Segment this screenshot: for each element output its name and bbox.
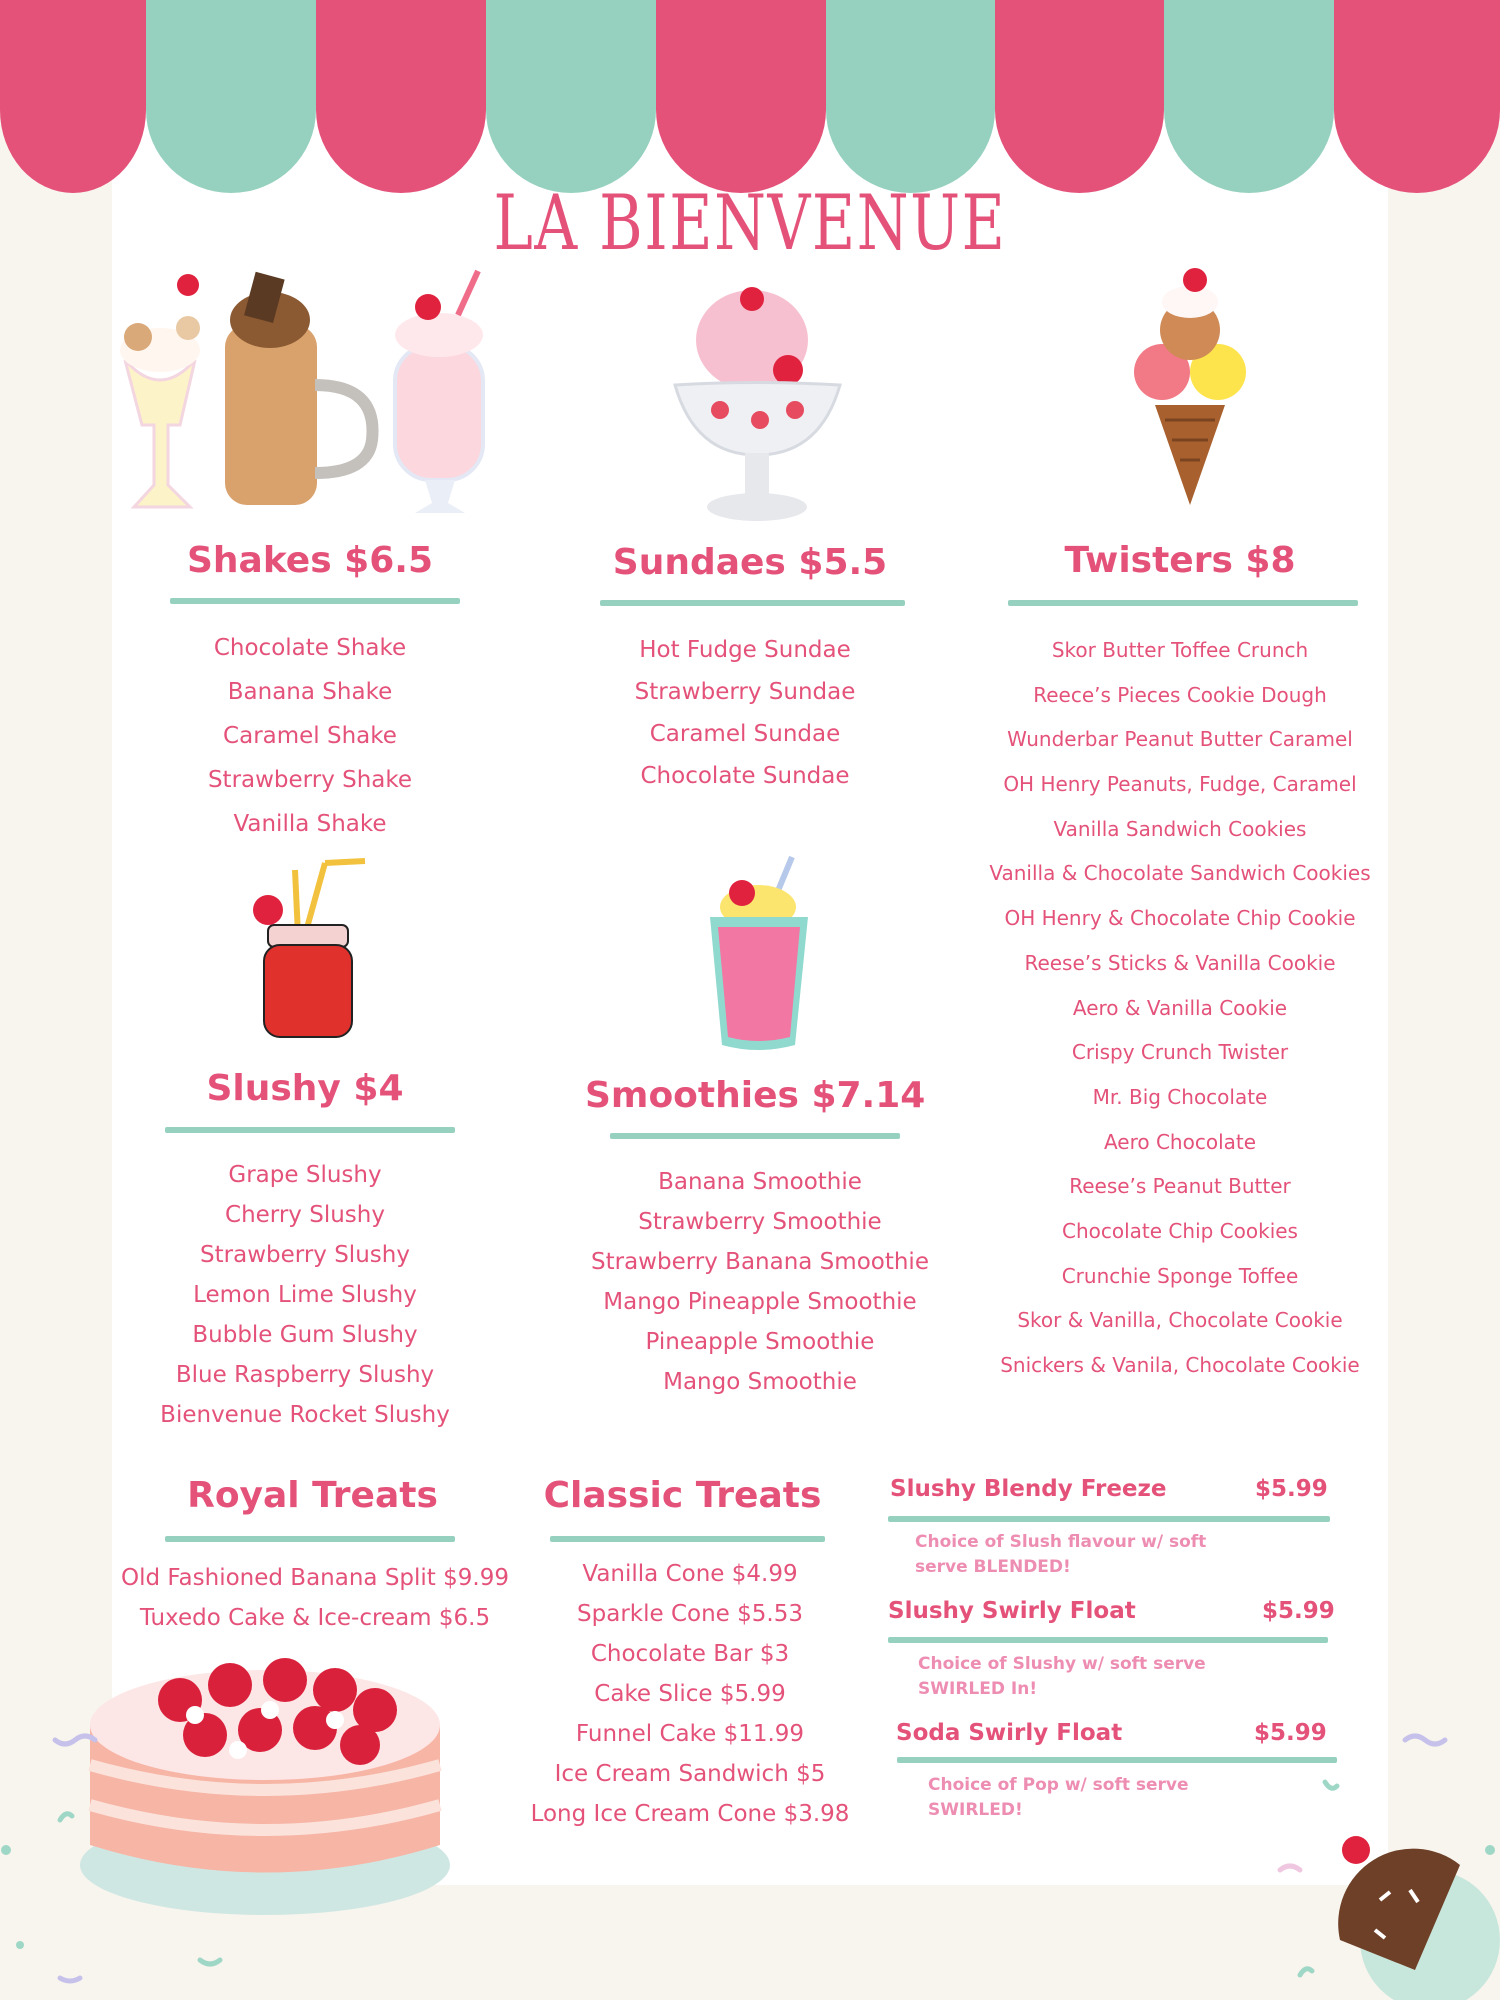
menu-title: LA BIENVENUE [493, 178, 1007, 267]
list-item: Chocolate Sundae [640, 763, 850, 789]
list-item: Skor Butter Toffee Crunch [1051, 638, 1309, 662]
list-item: Chocolate Bar $3 [590, 1641, 790, 1667]
royal-treats-heading: Royal Treats [187, 1475, 438, 1516]
list-item: Reece’s Pieces Cookie Dough [1033, 682, 1327, 707]
list-item: Skor & Vanilla, Chocolate Cookie [1017, 1308, 1343, 1333]
list-item: Blue Raspberry Slushy [175, 1362, 435, 1388]
special-price: $5.99 [1255, 1476, 1328, 1502]
list-item: Sparkle Cone $5.53 [577, 1601, 803, 1627]
list-item: Bubble Gum Slushy [192, 1322, 418, 1348]
list-item: Grape Slushy [228, 1162, 382, 1188]
list-item: Cherry Slushy [225, 1202, 385, 1228]
list-item: Wunderbar Peanut Butter Caramel [1007, 727, 1353, 752]
twisters-rule [1008, 600, 1358, 606]
list-item: Crunchie Sponge Toffee [1061, 1263, 1299, 1288]
list-item: Old Fashioned Banana Split $9.99 [121, 1565, 509, 1591]
special-description: Choice of Pop w/ soft serve SWIRLED! [928, 1775, 1189, 1820]
list-item: Chocolate Shake [213, 635, 407, 661]
list-item: Chocolate Chip Cookies [1062, 1218, 1298, 1243]
shakes-heading: Shakes $6.5 [186, 540, 434, 581]
confetti-decoration [0, 1720, 1500, 2000]
striped-awning [0, 0, 1500, 195]
list-item: Reese’s Peanut Butter [1069, 1174, 1291, 1199]
sundaes-list [595, 629, 895, 797]
list-item: OH Henry Peanuts, Fudge, Caramel [1003, 772, 1357, 797]
list-item: Strawberry Banana Smoothie [591, 1249, 929, 1275]
list-item: Banana Shake [227, 679, 393, 705]
milkshakes-illustration [110, 265, 500, 515]
royal-treats-list [115, 1558, 515, 1638]
list-item: Strawberry Sundae [634, 679, 856, 705]
sundaes-heading: Sundaes $5.5 [612, 542, 888, 583]
list-item: Mango Smoothie [663, 1369, 857, 1395]
sundaes-rule [600, 600, 905, 606]
list-item: Vanilla & Chocolate Sandwich Cookies [989, 861, 1371, 886]
list-item: Vanilla Cone $4.99 [582, 1561, 798, 1587]
list-item: Strawberry Smoothie [638, 1209, 882, 1235]
special-name: Slushy Blendy Freeze [890, 1476, 1167, 1502]
list-item: Funnel Cake $11.99 [575, 1721, 805, 1747]
sundae-illustration [670, 285, 845, 525]
list-item: Bienvenue Rocket Slushy [160, 1402, 450, 1428]
list-item: Snickers & Vanila, Chocolate Cookie [1000, 1353, 1360, 1377]
list-item: Mr. Big Chocolate [1092, 1084, 1268, 1109]
list-item: Caramel Sundae [649, 721, 841, 747]
list-item: Banana Smoothie [658, 1169, 862, 1195]
list-item: Caramel Shake [223, 723, 397, 749]
list-item: OH Henry & Chocolate Chip Cookie [1004, 906, 1356, 931]
list-item: Strawberry Slushy [200, 1242, 410, 1268]
list-item: Pineapple Smoothie [645, 1329, 875, 1355]
smoothies-list [580, 1162, 940, 1402]
list-item: Ice Cream Sandwich $5 [554, 1761, 826, 1787]
special-name: Slushy Swirly Float [888, 1598, 1136, 1624]
list-item: Reese’s Sticks & Vanilla Cookie [1024, 950, 1336, 975]
twisters-list [975, 628, 1385, 1388]
special-price: $5.99 [1262, 1598, 1335, 1624]
classic-treats-heading: Classic Treats [543, 1475, 822, 1516]
classic-treats-rule [550, 1536, 825, 1542]
list-item: Aero & Vanilla Cookie [1072, 995, 1288, 1020]
special-description: Choice of Slushy w/ soft serve SWIRLED In! [918, 1654, 1206, 1699]
list-item: Strawberry Shake [207, 767, 413, 793]
slushy-list [150, 1155, 460, 1435]
ice-cream-cone-illustration [1130, 260, 1250, 510]
list-item: Cake Slice $5.99 [594, 1681, 786, 1707]
special-rule [888, 1637, 1328, 1643]
shakes-list [160, 626, 460, 846]
list-item: Tuxedo Cake & Ice-cream $6.5 [139, 1605, 491, 1631]
list-item: Hot Fudge Sundae [639, 637, 851, 663]
shakes-rule [170, 598, 460, 604]
list-item: Long Ice Cream Cone $3.98 [530, 1801, 850, 1827]
slushy-jar-illustration [250, 855, 370, 1040]
smoothies-rule [610, 1133, 900, 1139]
special-rule [888, 1516, 1330, 1522]
smoothies-heading: Smoothies $7.14 [585, 1075, 926, 1116]
list-item: Mango Pineapple Smoothie [603, 1289, 917, 1315]
list-item: Vanilla Shake [233, 811, 387, 837]
list-item: Crispy Crunch Twister [1071, 1040, 1289, 1065]
list-item: Lemon Lime Slushy [193, 1282, 417, 1308]
special-name: Soda Swirly Float [896, 1720, 1123, 1746]
slushy-heading: Slushy $4 [206, 1068, 404, 1109]
list-item: Aero Chocolate [1103, 1129, 1257, 1154]
special-description: Choice of Slush flavour w/ soft serve BLENDED! [915, 1532, 1207, 1577]
royal-treats-rule [165, 1536, 455, 1542]
twisters-heading: Twisters $8 [1064, 540, 1296, 581]
smoothie-cup-illustration [700, 855, 820, 1055]
slushy-rule [165, 1127, 455, 1133]
list-item: Vanilla Sandwich Cookies [1053, 816, 1307, 841]
special-price: $5.99 [1254, 1720, 1327, 1746]
